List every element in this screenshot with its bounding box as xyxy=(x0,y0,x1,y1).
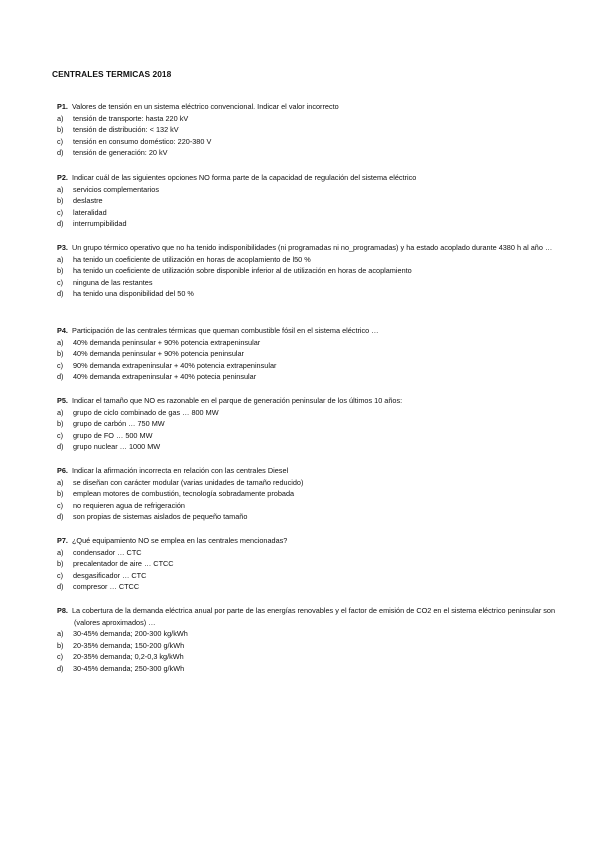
question-text: Participación de las centrales térmicas que queman combustible fósil en el sistema eléctrico … xyxy=(71,326,379,335)
question-stem xyxy=(57,101,557,113)
question-p7 xyxy=(57,535,557,593)
question-p4 xyxy=(57,325,557,383)
question-stem xyxy=(57,605,557,628)
question-p6 xyxy=(57,465,557,523)
question-stem xyxy=(57,325,557,337)
option-b: b) precalentador de aire … CTCC xyxy=(57,559,174,569)
question-stem xyxy=(57,172,557,184)
option-b: b) tensión de distribución: < 132 kV xyxy=(57,125,179,135)
option-b: b) 40% demanda peninsular + 90% potencia peninsular xyxy=(57,349,244,359)
question-number: P7. xyxy=(57,536,68,545)
option-c: c) tensión en consumo doméstico: 220-380 V xyxy=(57,136,212,146)
question-text: Indicar cuál de las siguientes opciones NO forma parte de la capacidad de regulación del sistema eléctrico xyxy=(71,173,417,182)
question-text: Valores de tensión en un sistema eléctrico convencional. Indicar el valor incorrecto xyxy=(71,102,339,111)
question-text: La cobertura de la demanda eléctrica anual por parte de las energías renovables y el factor de emisión de CO2 en el sistema eléctrico peninsular son (valores aproximados) … xyxy=(71,606,556,627)
option-d: d) 40% demanda extrapeninsular + 40% potecia peninsular xyxy=(57,372,257,382)
question-number: P2. xyxy=(57,173,68,182)
question-stem xyxy=(57,395,557,407)
option-c: c) 20-35% demanda; 0,2-0,3 kg/kWh xyxy=(57,652,184,662)
option-d: d) ha tenido una disponibilidad del 50 % xyxy=(57,289,194,299)
option-c: c) grupo de FO … 500 MW xyxy=(57,430,153,440)
option-a: a) se diseñan con carácter modular (varias unidades de tamaño reducido) xyxy=(57,477,304,487)
question-stem xyxy=(57,465,557,477)
option-c: c) 90% demanda extrapeninsular + 40% potencia extrapeninsular xyxy=(57,360,277,370)
option-a: a) 40% demanda peninsular + 90% potencia extrapeninsular xyxy=(57,337,261,347)
option-c: c) lateralidad xyxy=(57,207,107,217)
option-b: b) deslastre xyxy=(57,196,103,206)
option-d: d) compresor … CTCC xyxy=(57,582,140,592)
question-text: Un grupo térmico operativo que no ha tenido indisponibilidades (ni programadas ni no_programadas) y ha estado acoplado durante 4380 h al año … xyxy=(71,243,553,252)
option-a: a) tensión de transporte: hasta 220 kV xyxy=(57,113,189,123)
option-a: a) 30-45% demanda; 200-300 kg/kWh xyxy=(57,629,188,639)
question-p3 xyxy=(57,242,557,300)
option-c: c) ninguna de las restantes xyxy=(57,277,153,287)
question-p1 xyxy=(57,101,557,159)
question-number: P6. xyxy=(57,466,68,475)
question-text: ¿Qué equipamiento NO se emplea en las centrales mencionadas? xyxy=(71,536,288,545)
option-c: c) desgasificador … CTC xyxy=(57,570,147,580)
option-d: d) 30-45% demanda; 250-300 g/kWh xyxy=(57,663,185,673)
question-number: P8. xyxy=(57,606,68,615)
option-b: b) emplean motores de combustión, tecnología sobradamente probada xyxy=(57,489,295,499)
question-text: Indicar la afirmación incorrecta en relación con las centrales Diesel xyxy=(71,466,289,475)
question-stem xyxy=(57,535,557,547)
option-d: d) interrumpibilidad xyxy=(57,219,127,229)
question-p8 xyxy=(57,605,557,675)
option-d: d) son propias de sistemas aislados de pequeño tamaño xyxy=(57,512,248,522)
option-a: a) grupo de ciclo combinado de gas … 800 MW xyxy=(57,407,219,417)
question-number: P1. xyxy=(57,102,68,111)
option-d: d) grupo nuclear … 1000 MW xyxy=(57,442,161,452)
question-stem xyxy=(57,242,557,254)
option-d: d) tensión de generación: 20 kV xyxy=(57,148,168,158)
option-a: a) ha tenido un coeficiente de utilización en horas de acoplamiento de l50 % xyxy=(57,254,311,264)
question-text: Indicar el tamaño que NO es razonable en el parque de generación peninsular de los últimos 10 años: xyxy=(71,396,403,405)
option-a: a) condensador … CTC xyxy=(57,547,142,557)
question-number: P3. xyxy=(57,243,68,252)
option-b: b) grupo de carbón … 750 MW xyxy=(57,419,165,429)
option-b: b) ha tenido un coeficiente de utilización sobre disponible inferior al de utilización en horas de acoplamiento xyxy=(57,266,412,276)
document-title: CENTRALES TERMICAS 2018 xyxy=(52,69,172,79)
option-b: b) 20-35% demanda; 150-200 g/kWh xyxy=(57,640,185,650)
option-c: c) no requieren agua de refrigeración xyxy=(57,500,185,510)
question-p5 xyxy=(57,395,557,453)
question-p2 xyxy=(57,172,557,230)
question-number: P5. xyxy=(57,396,68,405)
question-number: P4. xyxy=(57,326,68,335)
option-a: a) servicios complementarios xyxy=(57,184,159,194)
